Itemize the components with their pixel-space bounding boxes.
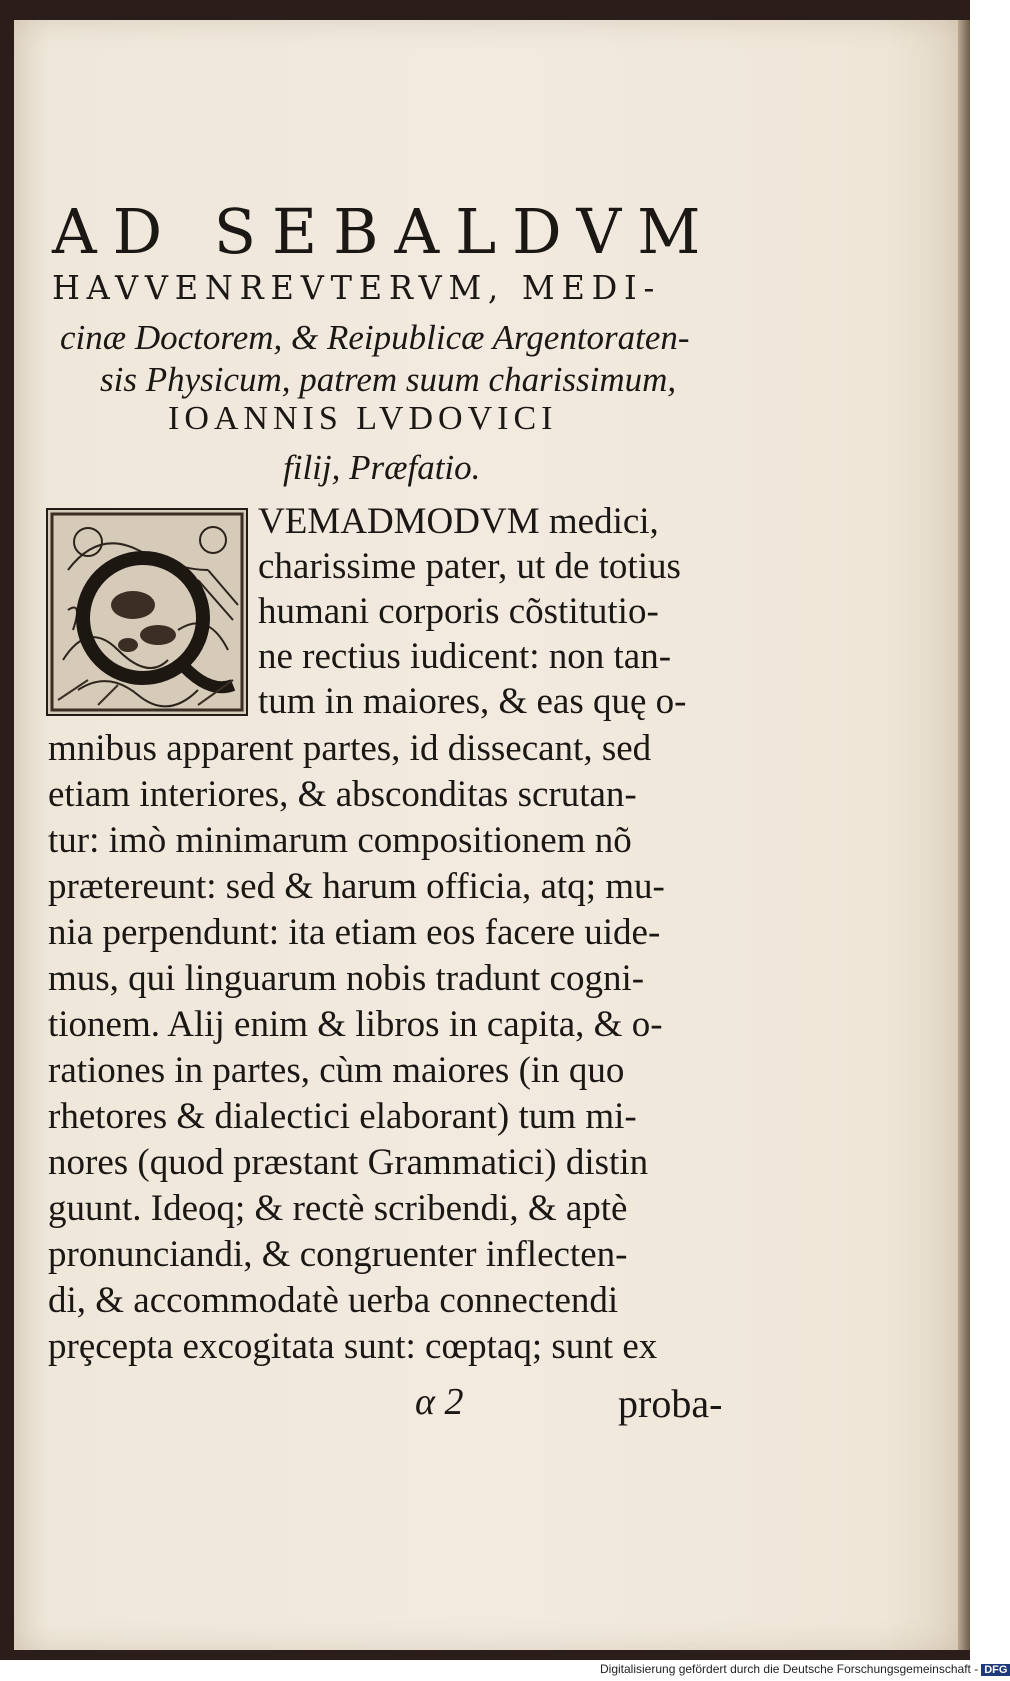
catchword: proba- xyxy=(618,1381,723,1426)
body-line-7: etiam interiores, & absconditas scrutan- xyxy=(48,774,637,815)
body-line-6: mnibus apparent partes, id dissecant, sed xyxy=(48,728,652,769)
body-line-18: di, & accommodatè uerba connectendi xyxy=(48,1280,619,1321)
heading-title: AD SEBALDVM xyxy=(52,195,717,268)
body-line-14: rhetores & dialectici elaborant) tum mi- xyxy=(48,1096,637,1137)
body-line-16: guunt. Ideoq; & rectè scribendi, & aptè xyxy=(48,1188,628,1229)
heading-line-6: filij, Præfatio. xyxy=(283,448,481,487)
dfg-logo: DFG xyxy=(981,1664,1010,1676)
footer-text: Digitalisierung gefördert durch die Deutsche Forschungsgemeinschaft - xyxy=(600,1662,979,1676)
body-line-12: tionem. Alij enim & libros in capita, & o- xyxy=(48,1004,663,1045)
page-edge xyxy=(958,20,970,1650)
body-line-3: humani corporis cõstitutio- xyxy=(258,591,659,632)
body-line-15: nores (quod præstant Grammatici) distin xyxy=(48,1142,649,1183)
digitization-footer xyxy=(600,1662,1010,1676)
body-line-9: prætereunt: sed & harum officia, atq; mu- xyxy=(48,866,665,907)
body-line-8: tur: imò minimarum compositionem nõ xyxy=(48,820,632,861)
body-line-19: prȩcepta excogitata sunt: cœptaq; sunt ex xyxy=(48,1326,658,1367)
body-line-4: ne rectius iudicent: non tan- xyxy=(258,636,672,677)
body-line-5: tum in maiores, & eas quę o- xyxy=(258,681,687,722)
body-line-17: pronunciandi, & congruenter inflecten- xyxy=(48,1234,628,1275)
body-line-11: mus, qui linguarum nobis tradunt cogni- xyxy=(48,958,645,999)
signature-mark: α 2 xyxy=(415,1381,464,1423)
decorated-initial-q xyxy=(46,508,248,716)
heading-line-5: IOANNIS LVDOVICI xyxy=(168,400,558,437)
body-line-13: rationes in partes, cùm maiores (in quo xyxy=(48,1050,625,1091)
heading-line-4: sis Physicum, patrem suum charissimum, xyxy=(100,360,677,399)
body-line-1: VEMADMODVM medici, xyxy=(258,501,659,542)
heading-line-3: cinæ Doctorem, & Reipublicæ Argentoraten- xyxy=(60,318,690,357)
body-line-2: charissime pater, ut de totius xyxy=(258,546,681,587)
initial-ornament-icon xyxy=(48,510,246,714)
body-line-10: nia perpendunt: ita etiam eos facere uide- xyxy=(48,912,661,953)
heading-line-2: HAVVENREVTERVM, MEDI- xyxy=(52,268,662,307)
